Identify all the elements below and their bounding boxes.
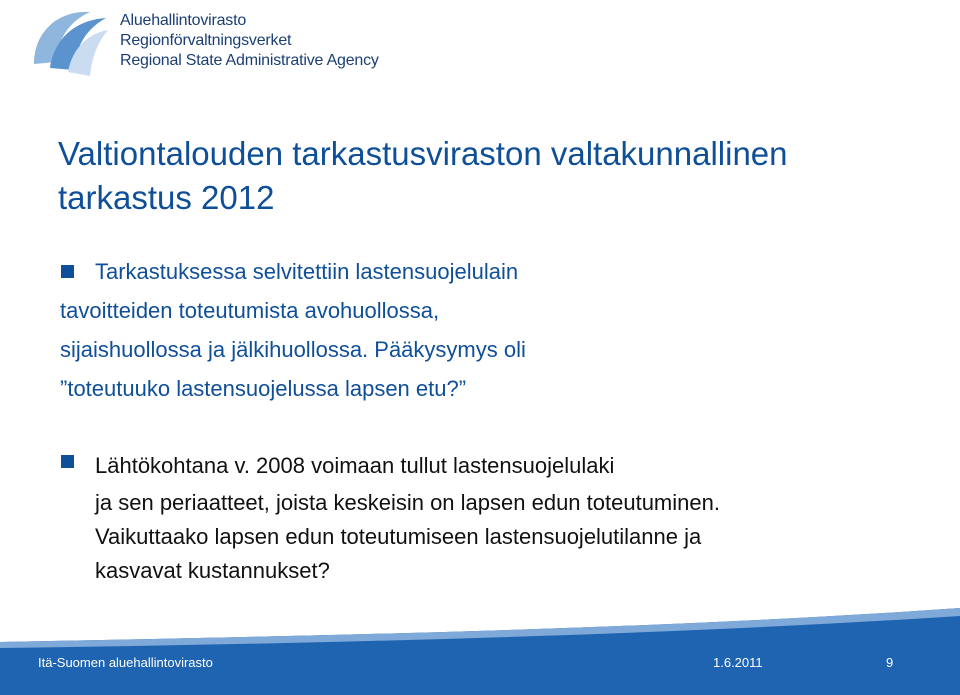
bullet-1-line-4: ”toteutuuko lastensuojelussa lapsen etu?”: [60, 376, 467, 401]
footer-organization: Itä-Suomen aluehallintovirasto: [38, 655, 213, 670]
agency-logo-icon: [28, 6, 110, 80]
bullet-square-icon: [61, 265, 74, 278]
bullet-square-icon: [61, 455, 74, 468]
logo-wordmark: [120, 11, 379, 71]
footer-page-number: 9: [886, 655, 894, 670]
logo-name-finnish: Aluehallintovirasto: [120, 12, 247, 29]
slide-title-line-1: Valtiontalouden tarkastusviraston valtakunnallinen: [58, 135, 788, 172]
slide-title: [58, 132, 938, 220]
bullet-2-line-1: Lähtökohtana v. 2008 voimaan tullut lastensuojelulaki: [95, 453, 615, 478]
logo-name-swedish: Regionförvaltningsverket: [120, 32, 292, 49]
bullet-2-line-3: Vaikuttaako lapsen edun toteutumiseen lastensuojelutilanne ja: [95, 524, 702, 549]
bullet-2-line-2: ja sen periaatteet, joista keskeisin on lapsen edun toteutuminen.: [95, 490, 720, 515]
bullet-1-line-2: tavoitteiden toteutumista avohuollossa,: [60, 298, 440, 323]
footer-band: [0, 606, 960, 695]
slide-title-line-2: tarkastus 2012: [58, 179, 275, 216]
bullet-1-line-1: Tarkastuksessa selvitettiin lastensuojelulain: [95, 259, 519, 284]
bullet-2-line-4: kasvavat kustannukset?: [95, 558, 330, 583]
bullet-1-line-3: sijaishuollossa ja jälkihuollossa. Pääkysymys oli: [60, 337, 526, 362]
agency-logo: [0, 0, 400, 90]
footer-date: 1.6.2011: [713, 655, 763, 670]
logo-name-english: Regional State Administrative Agency: [120, 52, 379, 69]
